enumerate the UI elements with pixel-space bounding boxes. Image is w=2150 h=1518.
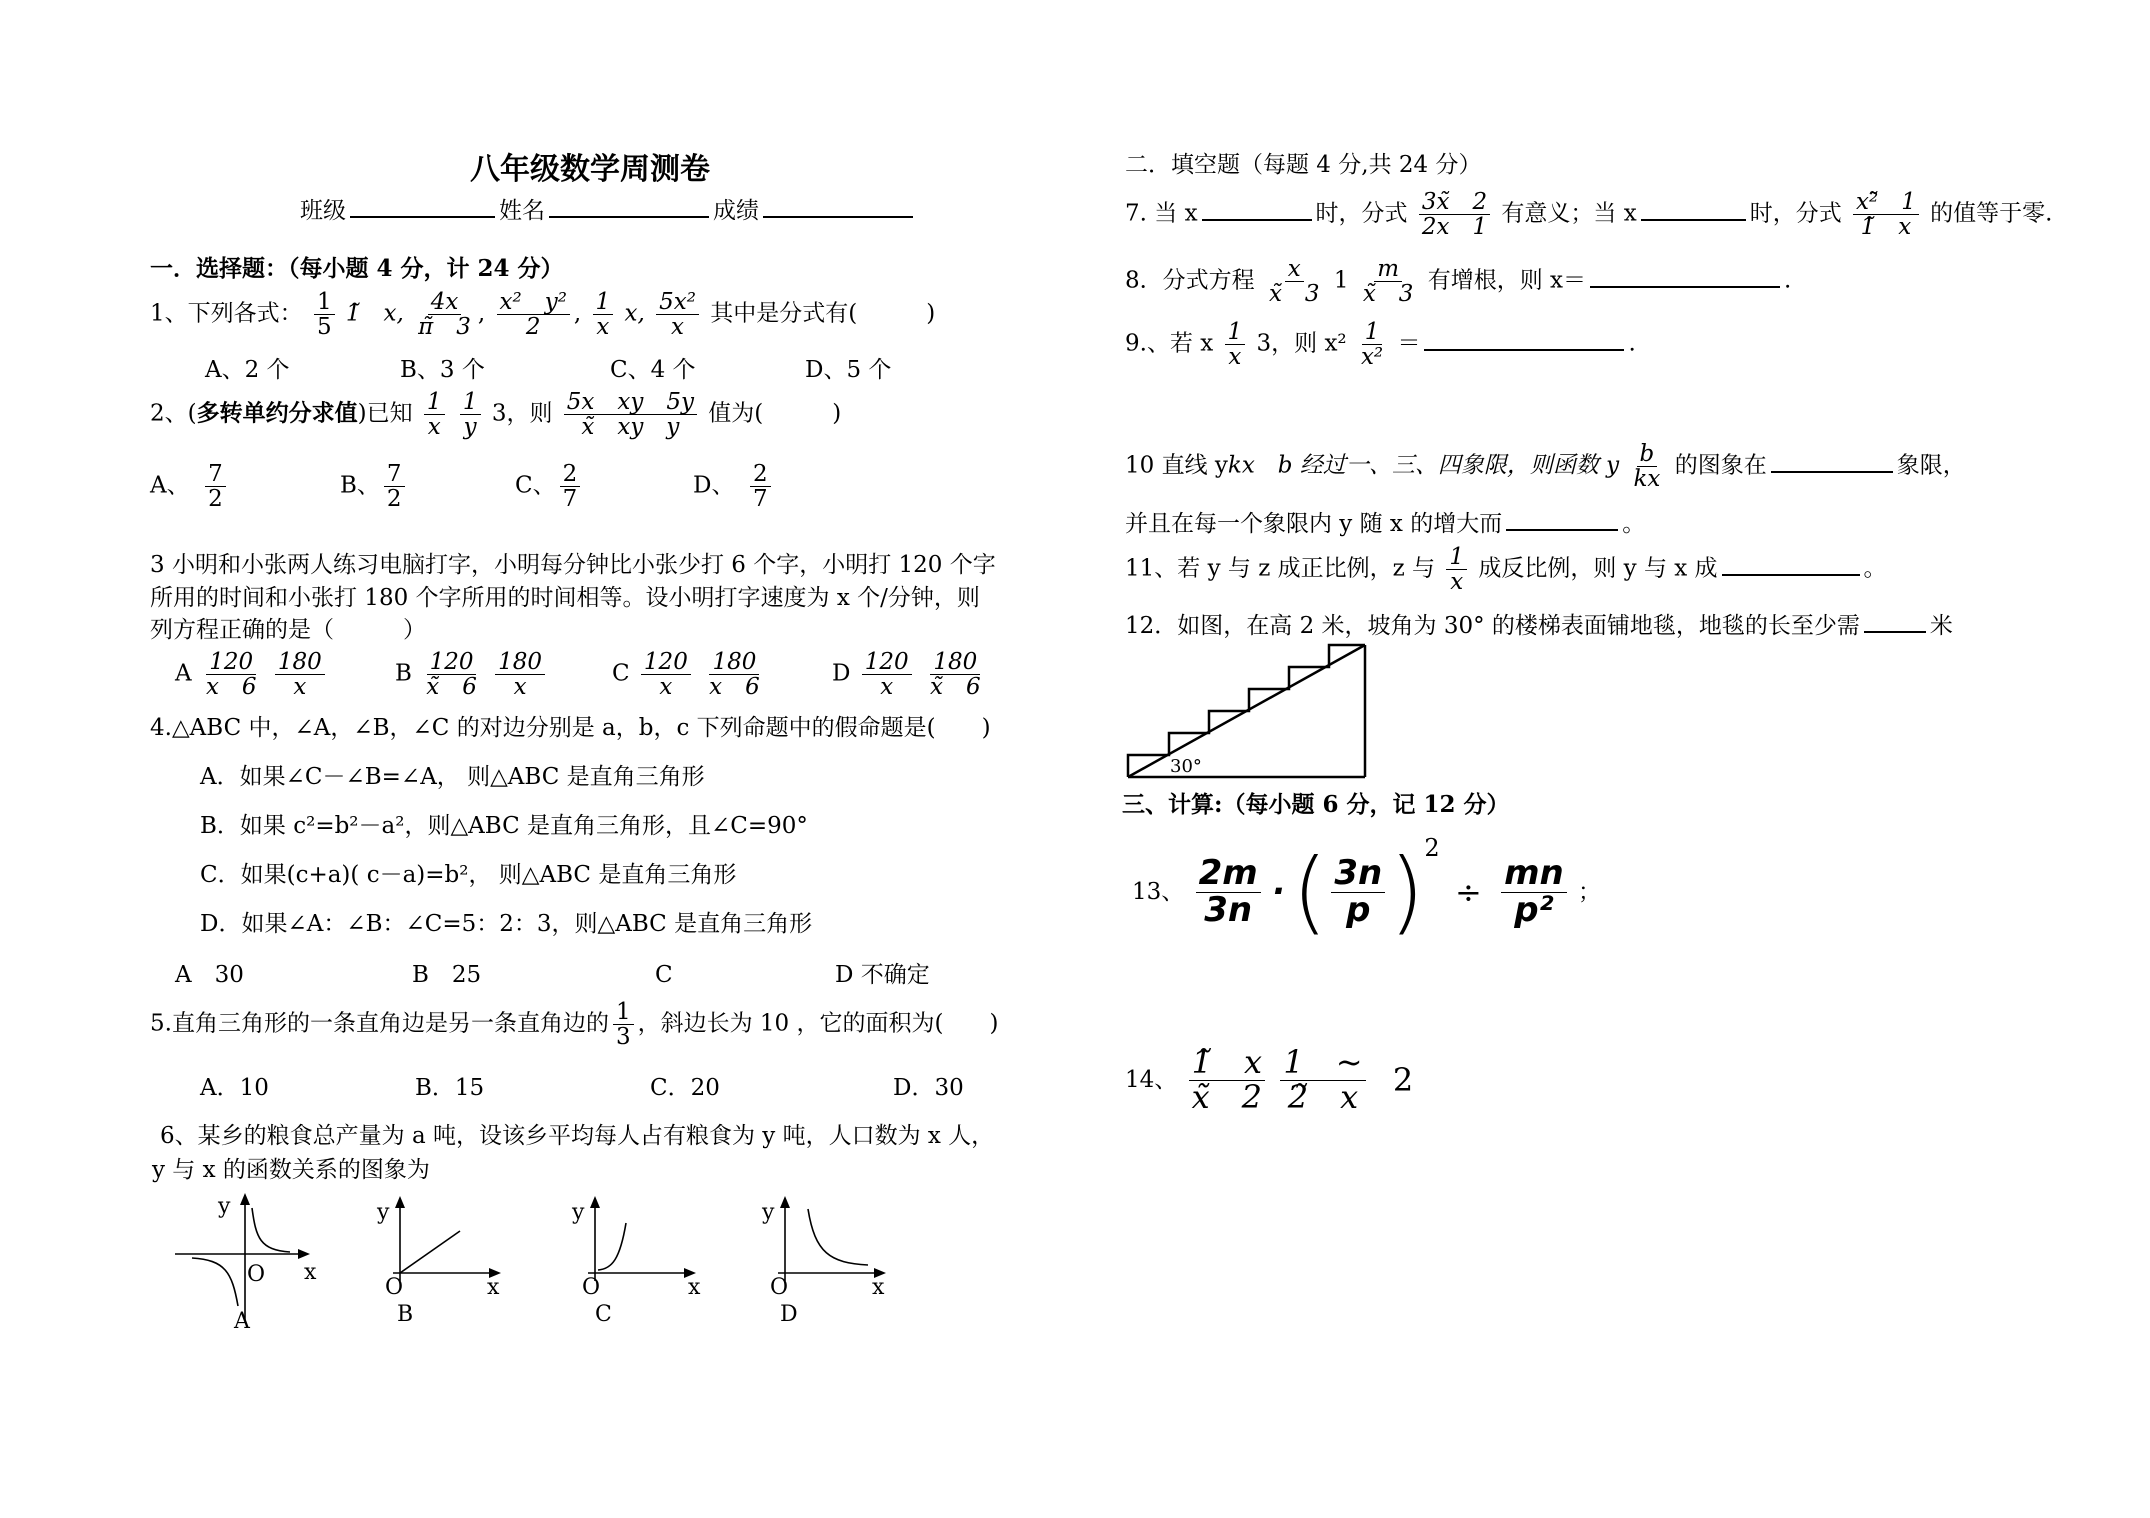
q2-option-c[interactable]: C、 $\frac{2}{7}$	[515, 462, 584, 511]
q13-frac2: $\frac{3n}{p}$	[1331, 856, 1385, 928]
q9-blank[interactable]	[1424, 326, 1624, 351]
q2-frac-b: $\frac{1}{y}$	[460, 390, 481, 439]
question-13: 13、 $\frac{2m}{3n}$ · ( $\frac{3n}{p}$ )$^2$ ÷ $\frac{mn}{\text{p²}}$ ；	[1132, 834, 1602, 945]
q4-extra-c: C	[655, 962, 673, 988]
q1-mid1: 1̃ x,	[345, 300, 404, 327]
q2-option-a[interactable]: A、 $\frac{7}{2}$	[150, 462, 230, 511]
q5-option-c[interactable]: C．20	[650, 1075, 720, 1101]
q4-option-d[interactable]: D．如果∠A：∠B：∠C=5：2：3，则△ABC 是直角三角形	[200, 911, 813, 937]
q11-blank[interactable]	[1722, 551, 1860, 576]
q10-blank-2[interactable]	[1506, 506, 1618, 531]
q4-option-b[interactable]: B．如果 c²=b²－a²，则△ABC 是直角三角形，且∠C=90°	[200, 813, 808, 839]
question-1: 1、下列各式： $\frac{1}{5}$ 1̃ x, $\frac{4x}{\pĩ 3}$ , $\frac{\text{x² y²}}{2}$ , $\frac{1}{x}$ x, $\frac{\text{5x²}}{x}$ 其中是分式有( )	[150, 289, 936, 341]
q5-frac: $\frac{1}{3}$	[613, 1000, 634, 1049]
q14-frac1: $\frac{1̃ x}{x̃ 2}$	[1189, 1046, 1265, 1114]
q3-line1: 3 小明和小张两人练习电脑打字，小明每分钟比小张少打 6 个字，小明打 120 个字	[150, 552, 996, 578]
q4-option-a[interactable]: A．如果∠C－∠B=∠A， 则△ABC 是直角三角形	[200, 764, 705, 790]
q1-mid2: x,	[624, 300, 645, 327]
q1-option-a[interactable]: A、2 个	[205, 357, 290, 383]
q6-line1: 6、某乡的粮食总产量为 a 吨，设该乡平均每人占有粮食为 y 吨，人口数为 x 人，	[160, 1123, 995, 1149]
q4-extra-d: D 不确定	[835, 962, 930, 988]
section2-heading: 二．填空题（每题 4 分,共 24 分）	[1125, 152, 1482, 178]
q8-frac1: $\frac{x}{x̃ 3}$	[1268, 256, 1320, 308]
staircase-figure	[1125, 642, 1370, 782]
q2-option-d[interactable]: D、 $\frac{2}{7}$	[693, 462, 775, 511]
name-blank[interactable]	[549, 193, 709, 218]
q2-eq: 3，则	[491, 400, 553, 427]
svg-text:D: D	[780, 1302, 798, 1327]
question-2	[150, 390, 841, 439]
svg-text:y: y	[572, 1200, 585, 1225]
svg-text:30°: 30°	[1170, 756, 1202, 777]
q1-frac2: $\frac{4x}{\pĩ 3}$	[418, 289, 471, 341]
q1-frac3: $\frac{\text{x² y²}}{2}$	[497, 290, 570, 339]
svg-text:B: B	[397, 1302, 414, 1327]
q6-graph-c[interactable]	[570, 1193, 715, 1328]
question-10: 10 直线 ykx b 经过一、三、四象限，则函数 y $\frac{b}{kx}$ 的图象在 象限，	[1125, 441, 1966, 493]
q2-option-b[interactable]: B、 $\frac{7}{2}$	[340, 462, 409, 511]
q1-option-b[interactable]: B、3 个	[400, 357, 485, 383]
q10-blank-1[interactable]	[1771, 448, 1893, 473]
q4-extra-a: A 30	[175, 962, 244, 988]
student-info-line	[300, 193, 917, 224]
q8-frac2: $\frac{m}{x̃ 3}$	[1362, 256, 1414, 308]
score-label: 成绩	[713, 198, 759, 224]
svg-text:x: x	[304, 1260, 317, 1285]
svg-text:O: O	[770, 1275, 789, 1300]
q5-option-d[interactable]: D．30	[893, 1075, 964, 1101]
svg-text:y: y	[762, 1200, 775, 1225]
question-12: 12．如图，在高 2 米，坡角为 30° 的楼梯表面铺地毯，地毯的长至少需 米	[1125, 608, 1953, 639]
section1-heading: 一．选择题：（每小题 4 分，计 24 分）	[150, 255, 564, 282]
q1-frac5: $\frac{\text{5x²}}{x}$	[656, 290, 699, 339]
question-9: 9.、若 x $\frac{1}{x}$ 3，则 x² $\frac{1}{\text{x²}}$ ＝ .	[1125, 319, 1636, 371]
q1-lead: 1、下列各式：	[150, 300, 303, 327]
q12-blank[interactable]	[1864, 608, 1926, 633]
q6-graph-b[interactable]	[375, 1193, 520, 1328]
q1-frac1: $\frac{1}{5}$	[314, 290, 335, 339]
svg-text:x: x	[688, 1275, 701, 1300]
question-7: 7. 当 x 时，分式 $\frac{3x̃ 2}{2x 1}$ 有意义；当 x 时，分式 $\frac{\text{x²̃ 1}}{1̃ x}$ 的值等于零.	[1125, 189, 2053, 241]
q2-tail: 值为( )	[708, 400, 842, 427]
q5-lead: 5.直角三角形的一条直角边是另一条直角边的	[150, 1010, 609, 1037]
svg-text:x: x	[487, 1275, 500, 1300]
svg-text:A: A	[234, 1309, 250, 1333]
q5-tail: ，斜边长为 10 ，它的面积为( )	[637, 1010, 999, 1037]
class-label: 班级	[300, 198, 346, 224]
q7-blank-2[interactable]	[1641, 196, 1746, 221]
q7-frac2: $\frac{\text{x²̃ 1}}{1̃ x}$	[1853, 190, 1919, 239]
svg-text:y: y	[218, 1194, 231, 1219]
q2-bold: 多转单约分求值	[196, 399, 358, 427]
q9-frac2: $\frac{1}{\text{x²}}$	[1360, 319, 1384, 371]
svg-text:y: y	[377, 1200, 390, 1225]
q1-frac4: $\frac{1}{x}$	[593, 290, 614, 339]
q6-graph-d[interactable]	[760, 1193, 905, 1328]
q10-line2: 并且在每一个象限内 y 随 x 的增大而 。	[1125, 506, 1645, 537]
q9-frac1: $\frac{1}{x}$	[1225, 320, 1246, 369]
svg-text:O: O	[385, 1275, 404, 1300]
section3-heading: 三、计算:（每小题 6 分，记 12 分）	[1122, 791, 1510, 818]
class-blank[interactable]	[350, 193, 495, 218]
q8-blank[interactable]	[1590, 263, 1780, 288]
q1-tail: 其中是分式有( )	[710, 300, 936, 327]
q5-option-a[interactable]: A．10	[200, 1075, 269, 1101]
q4-stem: 4.△ABC 中，∠A，∠B，∠C 的对边分别是 a，b，c 下列命题中的假命题是( )	[150, 715, 991, 741]
svg-text:O: O	[247, 1262, 266, 1287]
q6-line2: y 与 x 的函数关系的图象为	[152, 1157, 430, 1183]
q1-option-c[interactable]: C、4 个	[610, 357, 696, 383]
q14-frac2: $\frac{1 \sim}{2̃ x}$	[1280, 1046, 1365, 1114]
q2-frac-c: $\frac{\text{5x xy 5y}}{\text{x̃ xy y}}$	[564, 390, 697, 439]
score-blank[interactable]	[763, 193, 913, 218]
q4-extra-b: B 25	[412, 962, 482, 988]
q13-frac3: $\frac{mn}{\text{p²}}$	[1501, 856, 1567, 928]
q13-frac1: $\frac{2m}{3n}$	[1196, 856, 1261, 928]
q1-option-d[interactable]: D、5 个	[805, 357, 892, 383]
q3-option-a[interactable]: A $\frac{120}{x 6}$ $\frac{180}{x}$	[175, 650, 329, 699]
q5-option-b[interactable]: B．15	[415, 1075, 485, 1101]
q3-option-b[interactable]: B $\frac{120}{x̃ 6}$ $\frac{180}{x}$	[395, 650, 549, 699]
q7-blank-1[interactable]	[1202, 196, 1312, 221]
q3-line2: 所用的时间和小张打 180 个字所用的时间相等。设小明打字速度为 x 个/分钟，则	[150, 585, 980, 611]
q2-lead: 2、(	[150, 400, 197, 427]
svg-text:O: O	[582, 1275, 601, 1300]
name-label: 姓名	[499, 198, 545, 224]
question-8: 8．分式方程 $\frac{x}{x̃ 3}$ 1 $\frac{m}{x̃ 3}$ 有增根，则 x＝ .	[1125, 256, 1792, 308]
question-5	[150, 1000, 998, 1049]
q10-frac: $\frac{b}{kx}$	[1633, 441, 1661, 493]
svg-text:C: C	[595, 1302, 612, 1327]
q3-option-c[interactable]: C $\frac{120}{x}$ $\frac{180}{x 6}$	[612, 649, 760, 701]
question-14: 14、 $\frac{1̃ x}{x̃ 2}$ $\frac{1 \sim}{2̃ x}$ 2	[1125, 1043, 1414, 1116]
q6-graph-a[interactable]	[170, 1188, 330, 1333]
q3-line3: 列方程正确的是（ ）	[150, 617, 426, 643]
q2-frac-a: $\frac{1}{x}$	[424, 390, 445, 439]
page-title: 八年级数学周测卷	[470, 152, 710, 187]
q2-after: )已知	[357, 400, 413, 427]
svg-text:x: x	[872, 1275, 885, 1300]
q3-option-d[interactable]: D $\frac{120}{x}$ $\frac{180}{x̃ 6}$	[832, 649, 981, 701]
q7-frac1: $\frac{3x̃ 2}{2x 1}$	[1419, 190, 1490, 239]
question-11: 11、若 y 与 z 成正比例，z 与 $\frac{1}{x}$ 成反比例，则 y 与 x 成 。	[1125, 544, 1887, 596]
q11-frac: $\frac{1}{x}$	[1446, 545, 1467, 594]
q4-option-c[interactable]: C．如果(c+a)( c－a)=b²， 则△ABC 是直角三角形	[200, 862, 737, 888]
